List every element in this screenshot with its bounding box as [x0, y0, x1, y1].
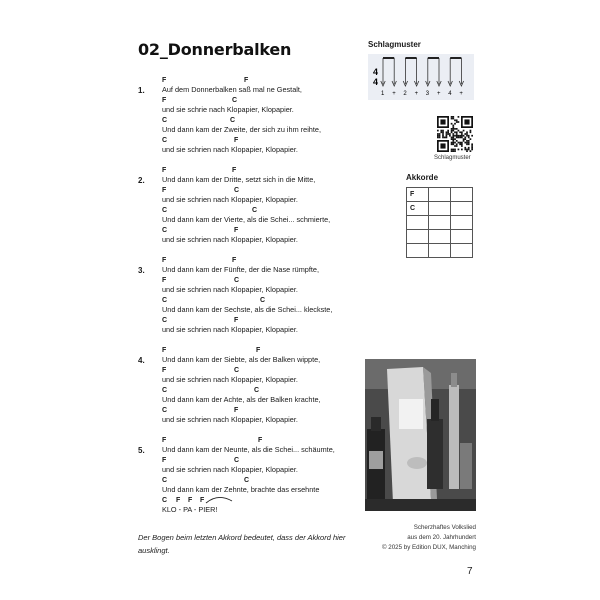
chord-symbol: C — [162, 297, 168, 304]
chord-symbol: F — [232, 257, 237, 264]
chord-symbol: F — [162, 97, 167, 104]
chord-grid-cell — [407, 244, 429, 258]
beat-label: + — [459, 91, 463, 97]
chord-symbol: C — [254, 387, 260, 394]
chord-symbol: F — [256, 347, 261, 354]
beat-label: + — [437, 91, 441, 97]
chord-grid-cell — [407, 230, 429, 244]
lyric-text: und sie schrien nach Klopapier, Klopapier. — [162, 145, 298, 154]
photo-bottles-toilet-paper — [365, 359, 476, 511]
chord-grid-row — [407, 216, 473, 230]
chord-grid-cell — [451, 230, 473, 244]
lyric-text: Und dann kam der Vierte, als die Schei... schmierte, — [162, 215, 331, 224]
footnote: Der Bogen beim letzten Akkord bedeutet, dass der Akkord hier ausklingt. — [138, 533, 346, 555]
verse-number: 3. — [138, 266, 145, 275]
chord-grid-cell — [451, 202, 473, 216]
lyric-line — [162, 457, 362, 477]
chord-symbol: F — [200, 497, 205, 504]
chord-symbol: F — [188, 497, 193, 504]
time-sig-bottom: 4 — [373, 77, 379, 87]
chord-symbol: F — [162, 167, 167, 174]
chord-grid-cell: F — [407, 188, 429, 202]
lyric-text: Und dann kam der Sechste, als die Schei... kleckste, — [162, 305, 333, 314]
chord-grid-cell — [429, 244, 451, 258]
chord-grid-cell — [451, 216, 473, 230]
chord-symbol: C — [230, 117, 236, 124]
chord-symbol: C — [234, 187, 240, 194]
beat-label: + — [392, 91, 396, 97]
chord-symbol: F — [162, 367, 167, 374]
lyric-line — [162, 207, 362, 227]
lyric-line — [162, 407, 362, 427]
chord-symbol: C — [162, 207, 168, 214]
verse-number: 2. — [138, 176, 145, 185]
lyric-line — [162, 187, 362, 207]
lyric-text: und sie schrie nach Klopapier, Klopapier. — [162, 105, 294, 114]
chord-symbol: C — [162, 117, 168, 124]
chord-symbol: C — [260, 297, 266, 304]
chord-symbol: C — [252, 207, 258, 214]
strum-pattern — [368, 54, 474, 100]
chord-grid-cell — [451, 188, 473, 202]
chord-symbol: C — [162, 387, 168, 394]
photo-illustration — [365, 359, 476, 511]
lyric-text: und sie schrien nach Klopapier, Klopapier. — [162, 235, 298, 244]
chord-grid-cell — [429, 188, 451, 202]
lyric-line — [162, 477, 362, 497]
lyric-text: und sie schrien nach Klopapier, Klopapier. — [162, 325, 298, 334]
song-title: 02_Donnerbalken — [138, 40, 292, 59]
verse-number: 4. — [138, 356, 145, 365]
lyric-line — [162, 137, 362, 157]
chord-symbol: C — [234, 457, 240, 464]
credit-line: © 2025 by Edition DUX, Manching — [382, 544, 476, 551]
lyric-line — [162, 367, 362, 387]
lyric-line — [162, 277, 362, 297]
chord-symbol: F — [162, 347, 167, 354]
lyric-text: KLO - PA - PIER! — [162, 505, 218, 514]
chord-grid-row — [407, 188, 473, 202]
chord-grid-cell — [429, 202, 451, 216]
chord-symbol: F — [234, 227, 239, 234]
chord-symbol: C — [162, 317, 168, 324]
lyric-line — [162, 347, 362, 367]
lyric-text: Und dann kam der Siebte, als der Balken wippte, — [162, 355, 321, 364]
lyric-text: und sie schrien nach Klopapier, Klopapier. — [162, 375, 298, 384]
strum-pattern-graphic — [368, 54, 474, 100]
chord-symbol: C — [162, 137, 168, 144]
chords-heading: Akkorde — [406, 173, 439, 182]
lyric-text: Und dann kam der Achte, als der Balken krachte, — [162, 395, 321, 404]
verse-number: 5. — [138, 446, 145, 455]
lyric-line — [162, 227, 362, 247]
chord-grid-row — [407, 230, 473, 244]
lyric-line — [162, 317, 362, 337]
strum-heading: Schlagmuster — [368, 40, 421, 49]
chord-grid-cell — [451, 244, 473, 258]
chord-symbol: F — [176, 497, 181, 504]
lyric-text: Und dann kam der Neunte, als die Schei... schäumte, — [162, 445, 335, 454]
chord-grid-row — [407, 202, 473, 216]
chord-symbol: C — [232, 97, 238, 104]
chord-symbol: C — [162, 497, 168, 504]
lyric-text: und sie schrien nach Klopapier, Klopapier. — [162, 415, 298, 424]
lyric-line — [162, 97, 362, 117]
lyric-line — [162, 257, 362, 277]
chord-symbol: F — [162, 277, 167, 284]
chord-symbol: F — [232, 167, 237, 174]
chord-grid-cell — [429, 230, 451, 244]
chord-symbol: F — [234, 407, 239, 414]
lyric-text: und sie schrien nach Klopapier, Klopapier. — [162, 285, 298, 294]
lyric-line — [162, 167, 362, 187]
chord-symbol: C — [234, 367, 240, 374]
chord-symbol: F — [234, 137, 239, 144]
lyric-line — [162, 387, 362, 407]
lyric-text: Und dann kam der Zweite, der sich zu ihm reihte, — [162, 125, 321, 134]
time-sig-top: 4 — [373, 67, 379, 77]
chord-symbol: C — [244, 477, 250, 484]
chord-symbol: F — [258, 437, 263, 444]
beat-label: 3 — [425, 91, 430, 97]
sustain-arc-icon — [204, 495, 234, 505]
credit-line: aus dem 20. Jahrhundert — [407, 534, 476, 541]
credits — [382, 523, 476, 553]
chord-symbol: C — [234, 277, 240, 284]
chord-symbol: C — [162, 407, 168, 414]
lyric-text: Auf dem Donnerbalken saß mal ne Gestalt, — [162, 85, 302, 94]
chord-symbol: F — [162, 257, 167, 264]
chord-symbol: F — [244, 77, 249, 84]
lyric-text: und sie schrien nach Klopapier, Klopapier. — [162, 465, 298, 474]
lyric-line — [162, 77, 362, 97]
chord-grid-cell: C — [407, 202, 429, 216]
chord-symbol: C — [162, 477, 168, 484]
chord-symbol: F — [162, 77, 167, 84]
beat-label: 1 — [381, 91, 385, 97]
chord-symbol: C — [162, 227, 168, 234]
page-number: 7 — [467, 566, 473, 577]
chord-symbol: F — [162, 187, 167, 194]
chord-grid-row — [407, 244, 473, 258]
chord-symbol: F — [234, 317, 239, 324]
lyric-text: Und dann kam der Dritte, setzt sich in die Mitte, — [162, 175, 316, 184]
lyric-text: Und dann kam der Fünfte, der die Nase rümpfte, — [162, 265, 319, 274]
chord-grid-cell — [407, 216, 429, 230]
qr-code-icon[interactable] — [437, 116, 473, 152]
lyric-line — [162, 297, 362, 317]
chord-grid-cell — [429, 216, 451, 230]
credit-line: Scherzhaftes Volkslied — [413, 524, 476, 531]
lyric-line — [162, 437, 362, 457]
beat-label: + — [414, 91, 419, 97]
lyric-text: Und dann kam der Zehnte, brachte das ersehnte — [162, 485, 320, 494]
chord-symbol: F — [162, 457, 167, 464]
qr-label: Schlagmuster — [434, 155, 471, 161]
verse-number: 1. — [138, 86, 145, 95]
lyric-line — [162, 117, 362, 137]
lyric-line — [162, 497, 362, 517]
chord-grid — [406, 187, 473, 258]
chord-symbol: F — [162, 437, 167, 444]
beat-label: 4 — [448, 91, 452, 97]
strum-arrows — [381, 58, 464, 97]
beat-label: 2 — [403, 91, 407, 97]
lyric-text: und sie schrien nach Klopapier, Klopapier. — [162, 195, 298, 204]
